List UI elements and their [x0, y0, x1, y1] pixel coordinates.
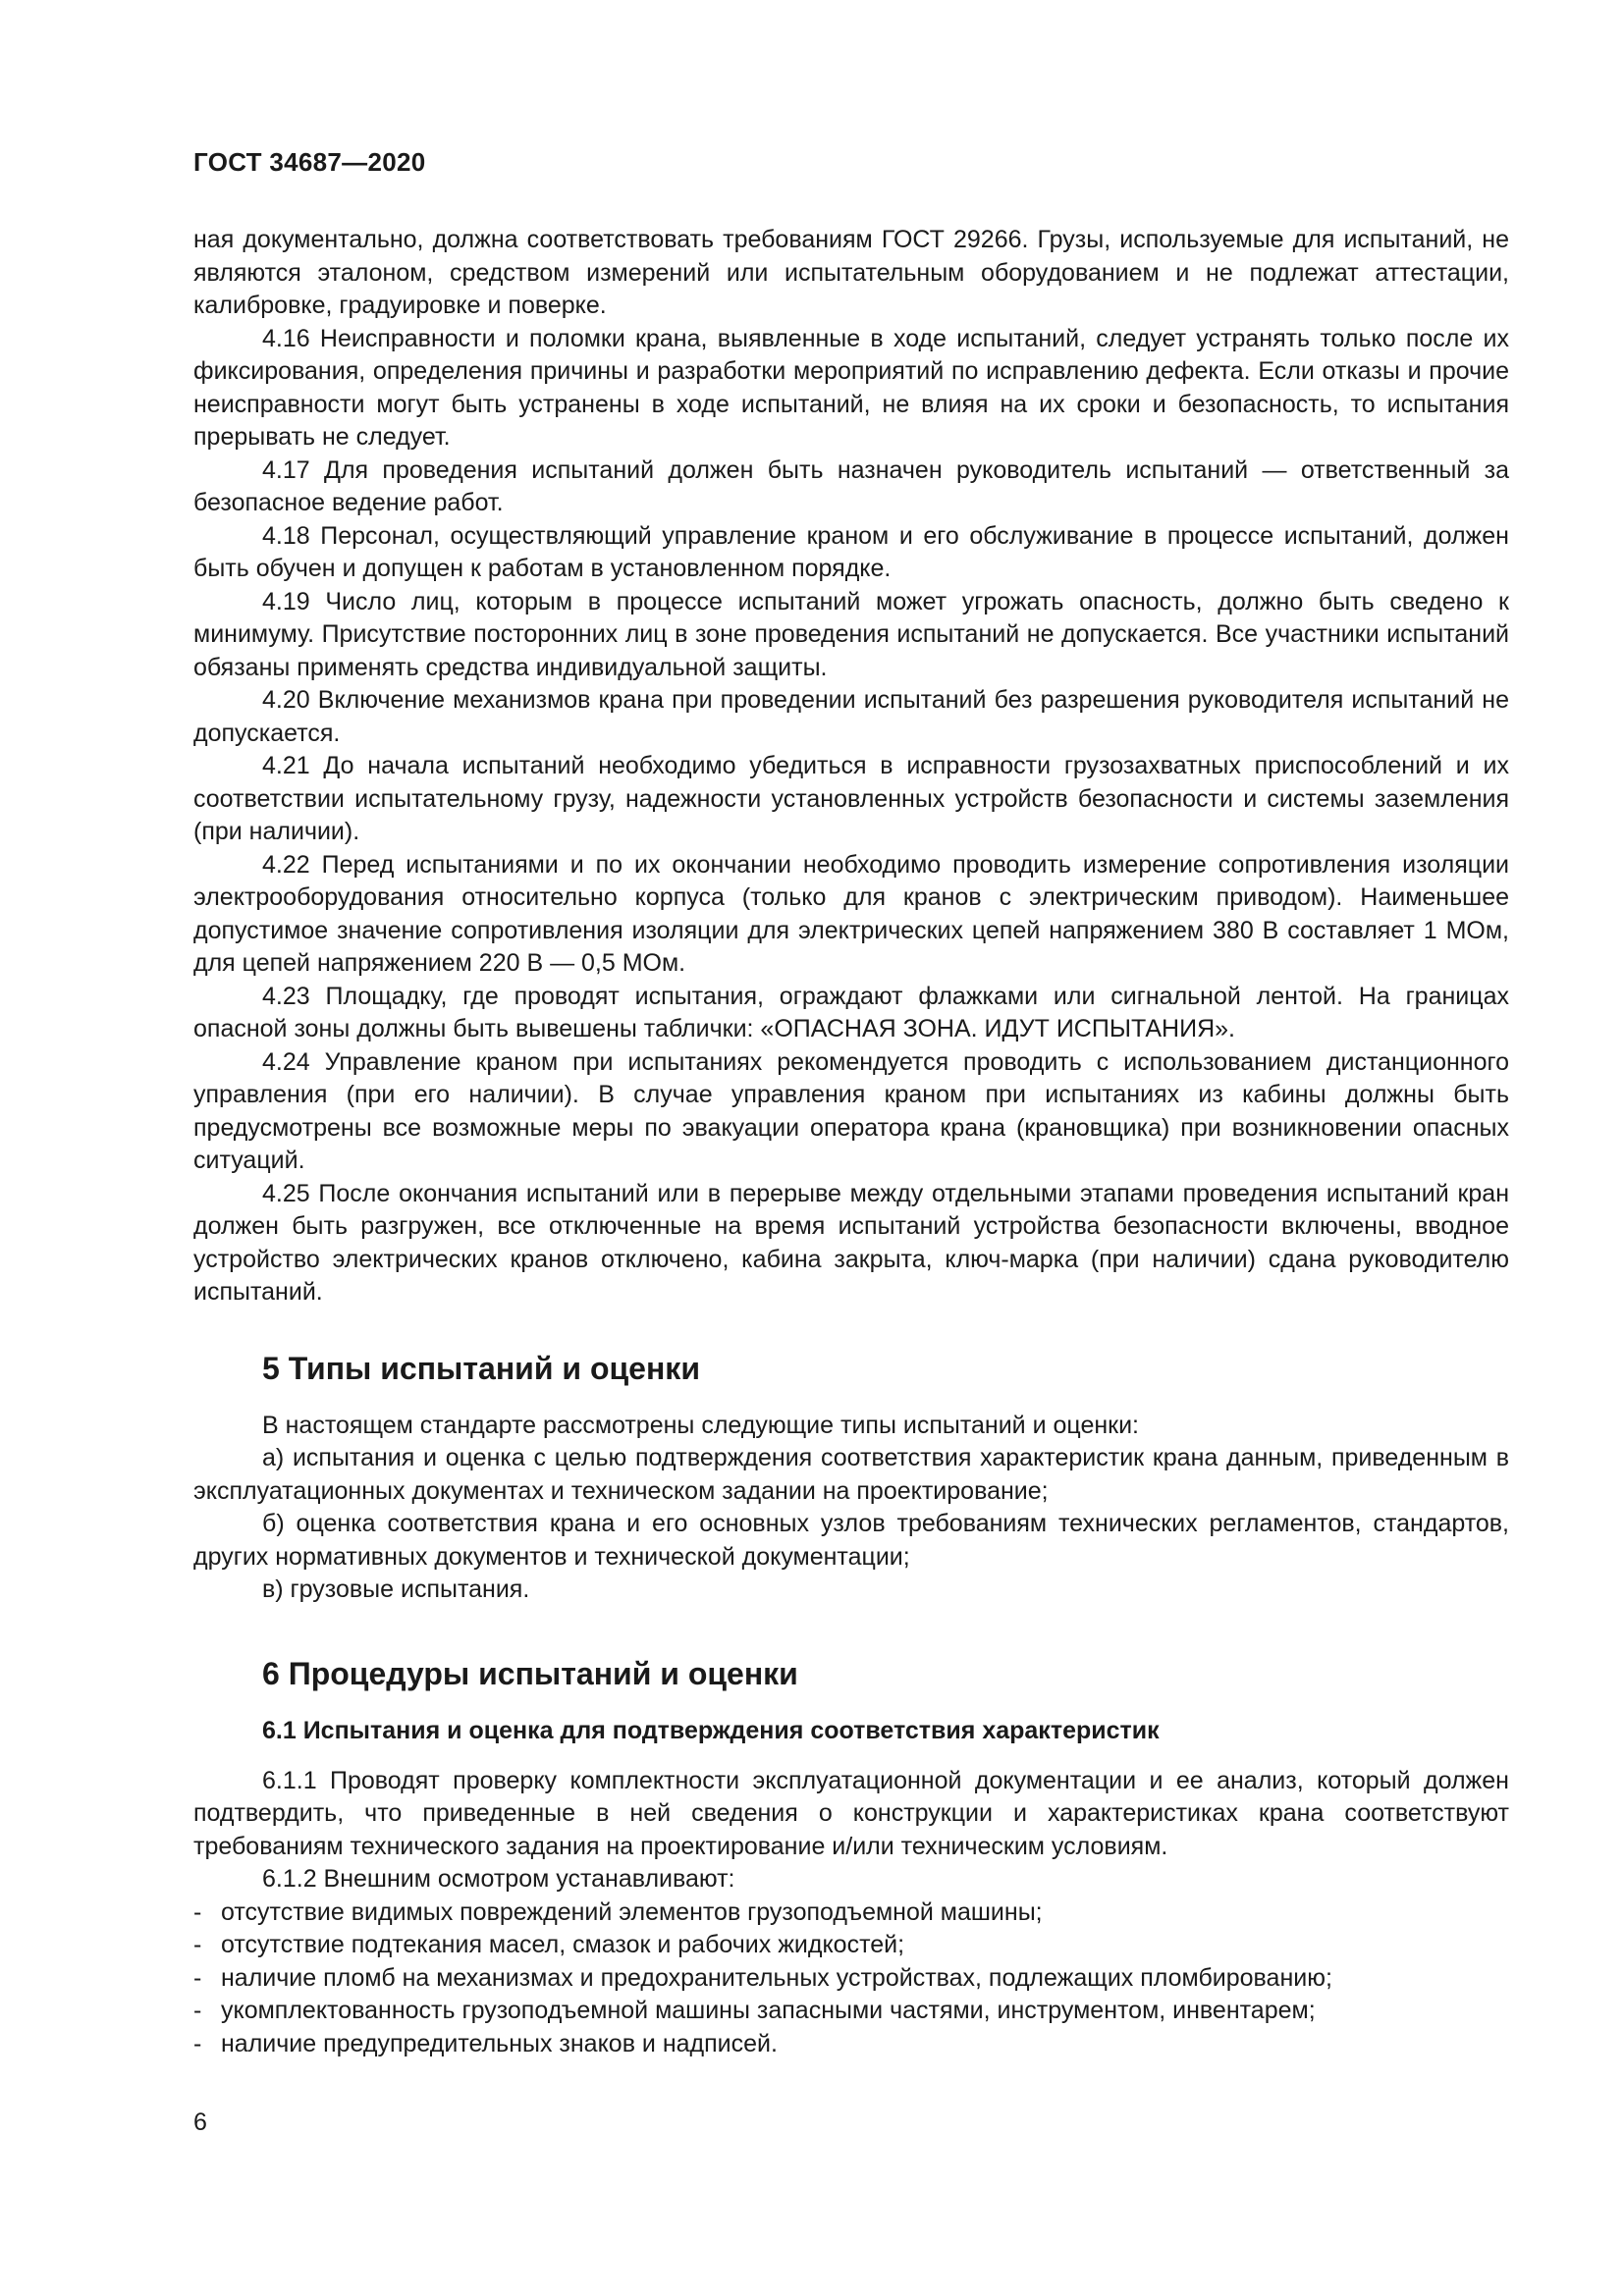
paragraph-continuation: ная документально, должна соответствовать требованиям ГОСТ 29266. Грузы, используемые для испытаний, не являются эталоном, средством измерений или испытательным оборудованием и не подлежат аттестации, калибровке, градуировке и поверке.	[193, 226, 1509, 319]
section-6-1-heading: 6.1 Испытания и оценка для подтверждения соответствия характеристик	[262, 1716, 1160, 1744]
document-code-header: ГОСТ 34687—2020	[193, 147, 426, 177]
list-dash: -	[193, 2029, 202, 2057]
section-5-item-c: в) грузовые испытания.	[262, 1575, 530, 1603]
paragraph-4-22: 4.22 Перед испытаниями и по их окончании необходимо проводить измерение сопротивления изоляции электрооборудования относительно корпуса (только для кранов с электрическим приводом). Наименьшее допустимое значение сопротивления изоляции для электрических цепей напряжением 380 В составляет 1 МОм, для цепей напряжением 220 В — 0,5 МОм.	[193, 850, 1509, 977]
list-item-text: наличие предупредительных знаков и надписей.	[221, 2029, 778, 2057]
list-dash: -	[193, 1897, 202, 1926]
list-item	[193, 1896, 1509, 1930]
list-item	[193, 1929, 1509, 1962]
list-item-text: отсутствие подтекания масел, смазок и рабочих жидкостей;	[221, 1931, 905, 1958]
list-item	[193, 2028, 1509, 2061]
paragraph-4-19: 4.19 Число лиц, которым в процессе испытаний может угрожать опасность, должно быть сведено к минимуму. Присутствие посторонних лиц в зоне проведения испытаний не допускается. Все участники испытаний обязаны применять средства индивидуальной защиты.	[193, 587, 1509, 681]
paragraph-4-18: 4.18 Персонал, осуществляющий управление краном и его обслуживание в процессе испытаний, должен быть обучен и допущен к работам в установленном порядке.	[193, 521, 1509, 582]
paragraph-6-1-2: 6.1.2 Внешним осмотром устанавливают:	[262, 1865, 735, 1893]
section-5-heading: 5 Типы испытаний и оценки	[262, 1350, 700, 1386]
paragraph-4-21: 4.21 До начала испытаний необходимо убедиться в исправности грузозахватных приспособлений и их соответствии испытательному грузу, надежности установленных устройств безопасности и системы заземления (при наличии).	[193, 752, 1509, 845]
section-5-item-a: а) испытания и оценка с целью подтверждения соответствия характеристик крана данным, приведенным в эксплуатационных документах и техническом задании на проектирование;	[193, 1444, 1509, 1505]
list-dash: -	[193, 1931, 202, 1958]
document-body	[193, 224, 1509, 2060]
list-dash: -	[193, 1997, 202, 2024]
paragraph-4-24: 4.24 Управление краном при испытаниях рекомендуется проводить с использованием дистанционного управления (при его наличии). В случае управления краном при испытаниях из кабины должны быть предусмотрены все возможные меры по эвакуации оператора крана (крановщика) при возникновении опасных ситуаций.	[193, 1047, 1509, 1174]
list-item-text: укомплектованность грузоподъемной машины запасными частями, инструментом, инвентарем;	[221, 1997, 1316, 2024]
section-6-heading: 6 Процедуры испытаний и оценки	[262, 1655, 798, 1691]
list-item	[193, 1995, 1509, 2028]
paragraph-4-25: 4.25 После окончания испытаний или в перерыве между отдельными этапами проведения испытаний кран должен быть разгружен, все отключенные на время испытаний устройства безопасности включены, вводное устройство электрических кранов отключено, кабина закрыта, ключ-марка (при наличии) сдана руководителю испытаний.	[193, 1179, 1509, 1306]
paragraph-4-17: 4.17 Для проведения испытаний должен быть назначен руководитель испытаний — ответственный за безопасное ведение работ.	[193, 455, 1509, 516]
list-dash: -	[193, 1963, 202, 1992]
list-item	[193, 1962, 1509, 1996]
inspection-list	[193, 1896, 1509, 2061]
section-5-intro: В настоящем стандарте рассмотрены следующие типы испытаний и оценки:	[262, 1411, 1140, 1439]
paragraph-4-23: 4.23 Площадку, где проводят испытания, ограждают флажками или сигнальной лентой. На границах опасной зоны должны быть вывешены таблички: «ОПАСНАЯ ЗОНА. ИДУТ ИСПЫТАНИЯ».	[193, 982, 1509, 1042]
paragraph-4-20: 4.20 Включение механизмов крана при проведении испытаний без разрешения руководителя испытаний не допускается.	[193, 686, 1509, 747]
list-item-text: отсутствие видимых повреждений элементов грузоподъемной машины;	[221, 1897, 1043, 1926]
list-item-text: наличие пломб на механизмах и предохранительных устройствах, подлежащих пломбированию;	[221, 1963, 1332, 1992]
paragraph-6-1-1: 6.1.1 Проводят проверку комплектности эксплуатационной документации и ее анализ, который должен подтвердить, что приведенные в ней сведения о конструкции и характеристиках крана соответствуют требованиям технического задания на проектирование и/или техническим условиям.	[193, 1766, 1509, 1860]
paragraph-4-16: 4.16 Неисправности и поломки крана, выявленные в ходе испытаний, следует устранять только после их фиксирования, определения причины и разработки мероприятий по исправлению дефекта. Если отказы и прочие неисправности могут быть устранены в ходе испытаний, не влияя на их сроки и безопасность, то испытания прерывать не следует.	[193, 324, 1509, 451]
section-5-item-b: б) оценка соответствия крана и его основных узлов требованиям технических регламентов, стандартов, других нормативных документов и технической документации;	[193, 1510, 1509, 1571]
page-number: 6	[193, 2109, 207, 2136]
